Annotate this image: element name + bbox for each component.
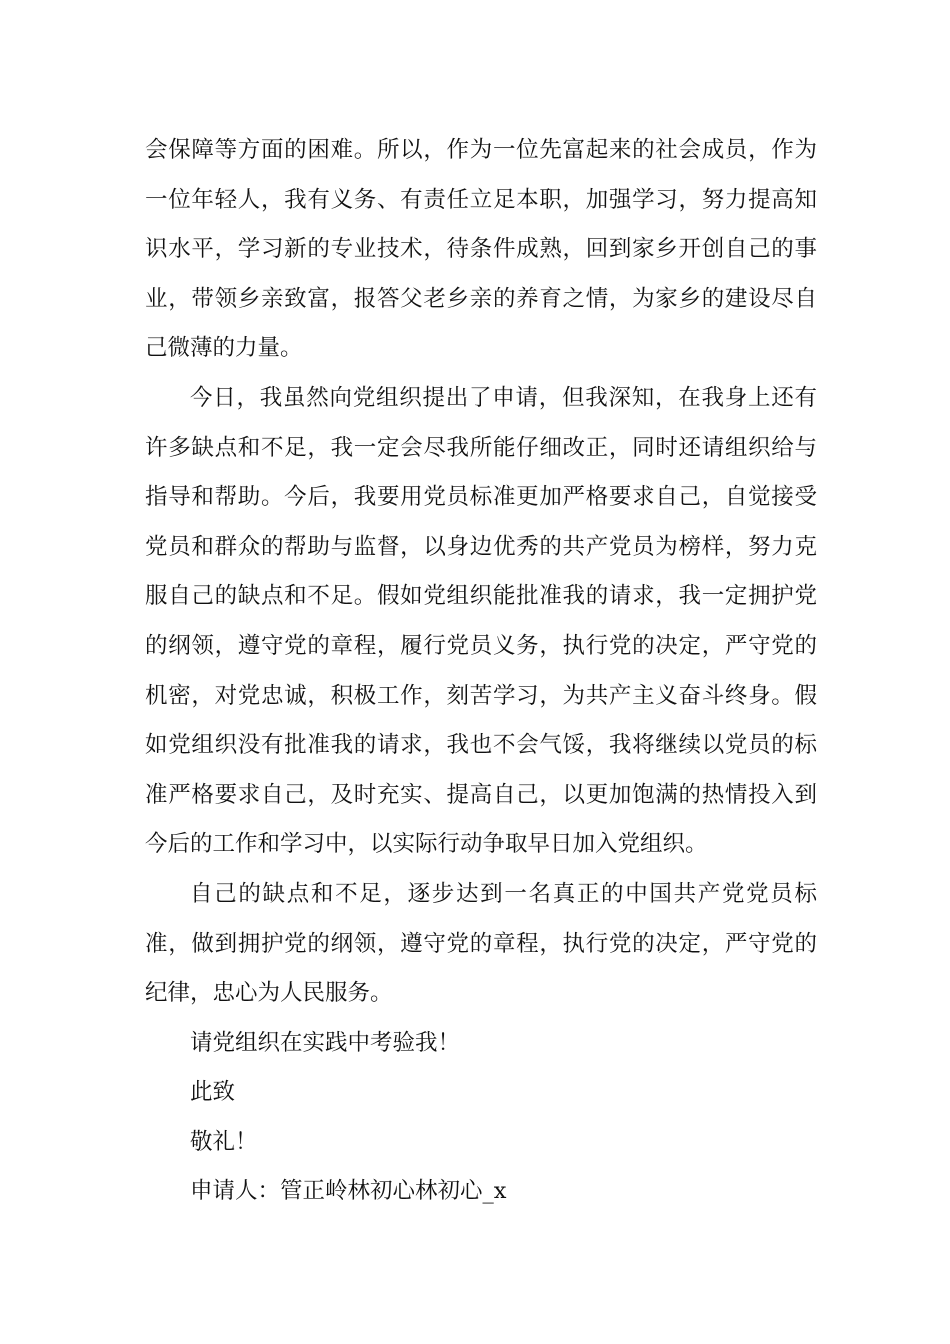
letter-body [145,126,817,1217]
paragraph-application: 今日，我虽然向党组织提出了申请，但我深知，在我身上还有许多缺点和不足，我一定会尽我所能仔细改正，同时还请组织给与指导和帮助。今后，我要用党员标准更加严格要求自己，自觉接受党员和群众的帮助与监督，以身边优秀的共产党员为榜样，努力克服自己的缺点和不足。假如党组织能批准我的请求，我一定拥护党的纲领，遵守党的章程，履行党员义务，执行党的决定，严守党的机密，对党忠诚，积极工作，刻苦学习，为共产主义奋斗终身。假如党组织没有批准我的请求，我也不会气馁，我将继续以党员的标准严格要求自己，及时充实、提高自己，以更加饱满的热情投入到今后的工作和学习中，以实际行动争取早日加入党组织。 [145,384,817,858]
closing-respect: 敬礼！ [190,1128,258,1155]
applicant-signature: 申请人：管正岭林初心林初心_x [190,1178,507,1205]
closing-request: 请党组织在实践中考验我！ [190,1029,461,1056]
paragraph-commitment: 自己的缺点和不足，逐步达到一名真正的中国共产党党员标准，做到拥护党的纲领，遵守党的章程，执行党的决定，严守党的纪律，忠心为人民服务。 [145,880,817,1007]
paragraph-continuation: 会保障等方面的困难。所以，作为一位先富起来的社会成员，作为一位年轻人，我有义务、有责任立足本职，加强学习，努力提高知识水平，学习新的专业技术，待条件成熟，回到家乡开创自己的事业，带领乡亲致富，报答父老乡亲的养育之情，为家乡的建设尽自己微薄的力量。 [145,137,817,362]
closing-salutation: 此致 [190,1079,236,1106]
